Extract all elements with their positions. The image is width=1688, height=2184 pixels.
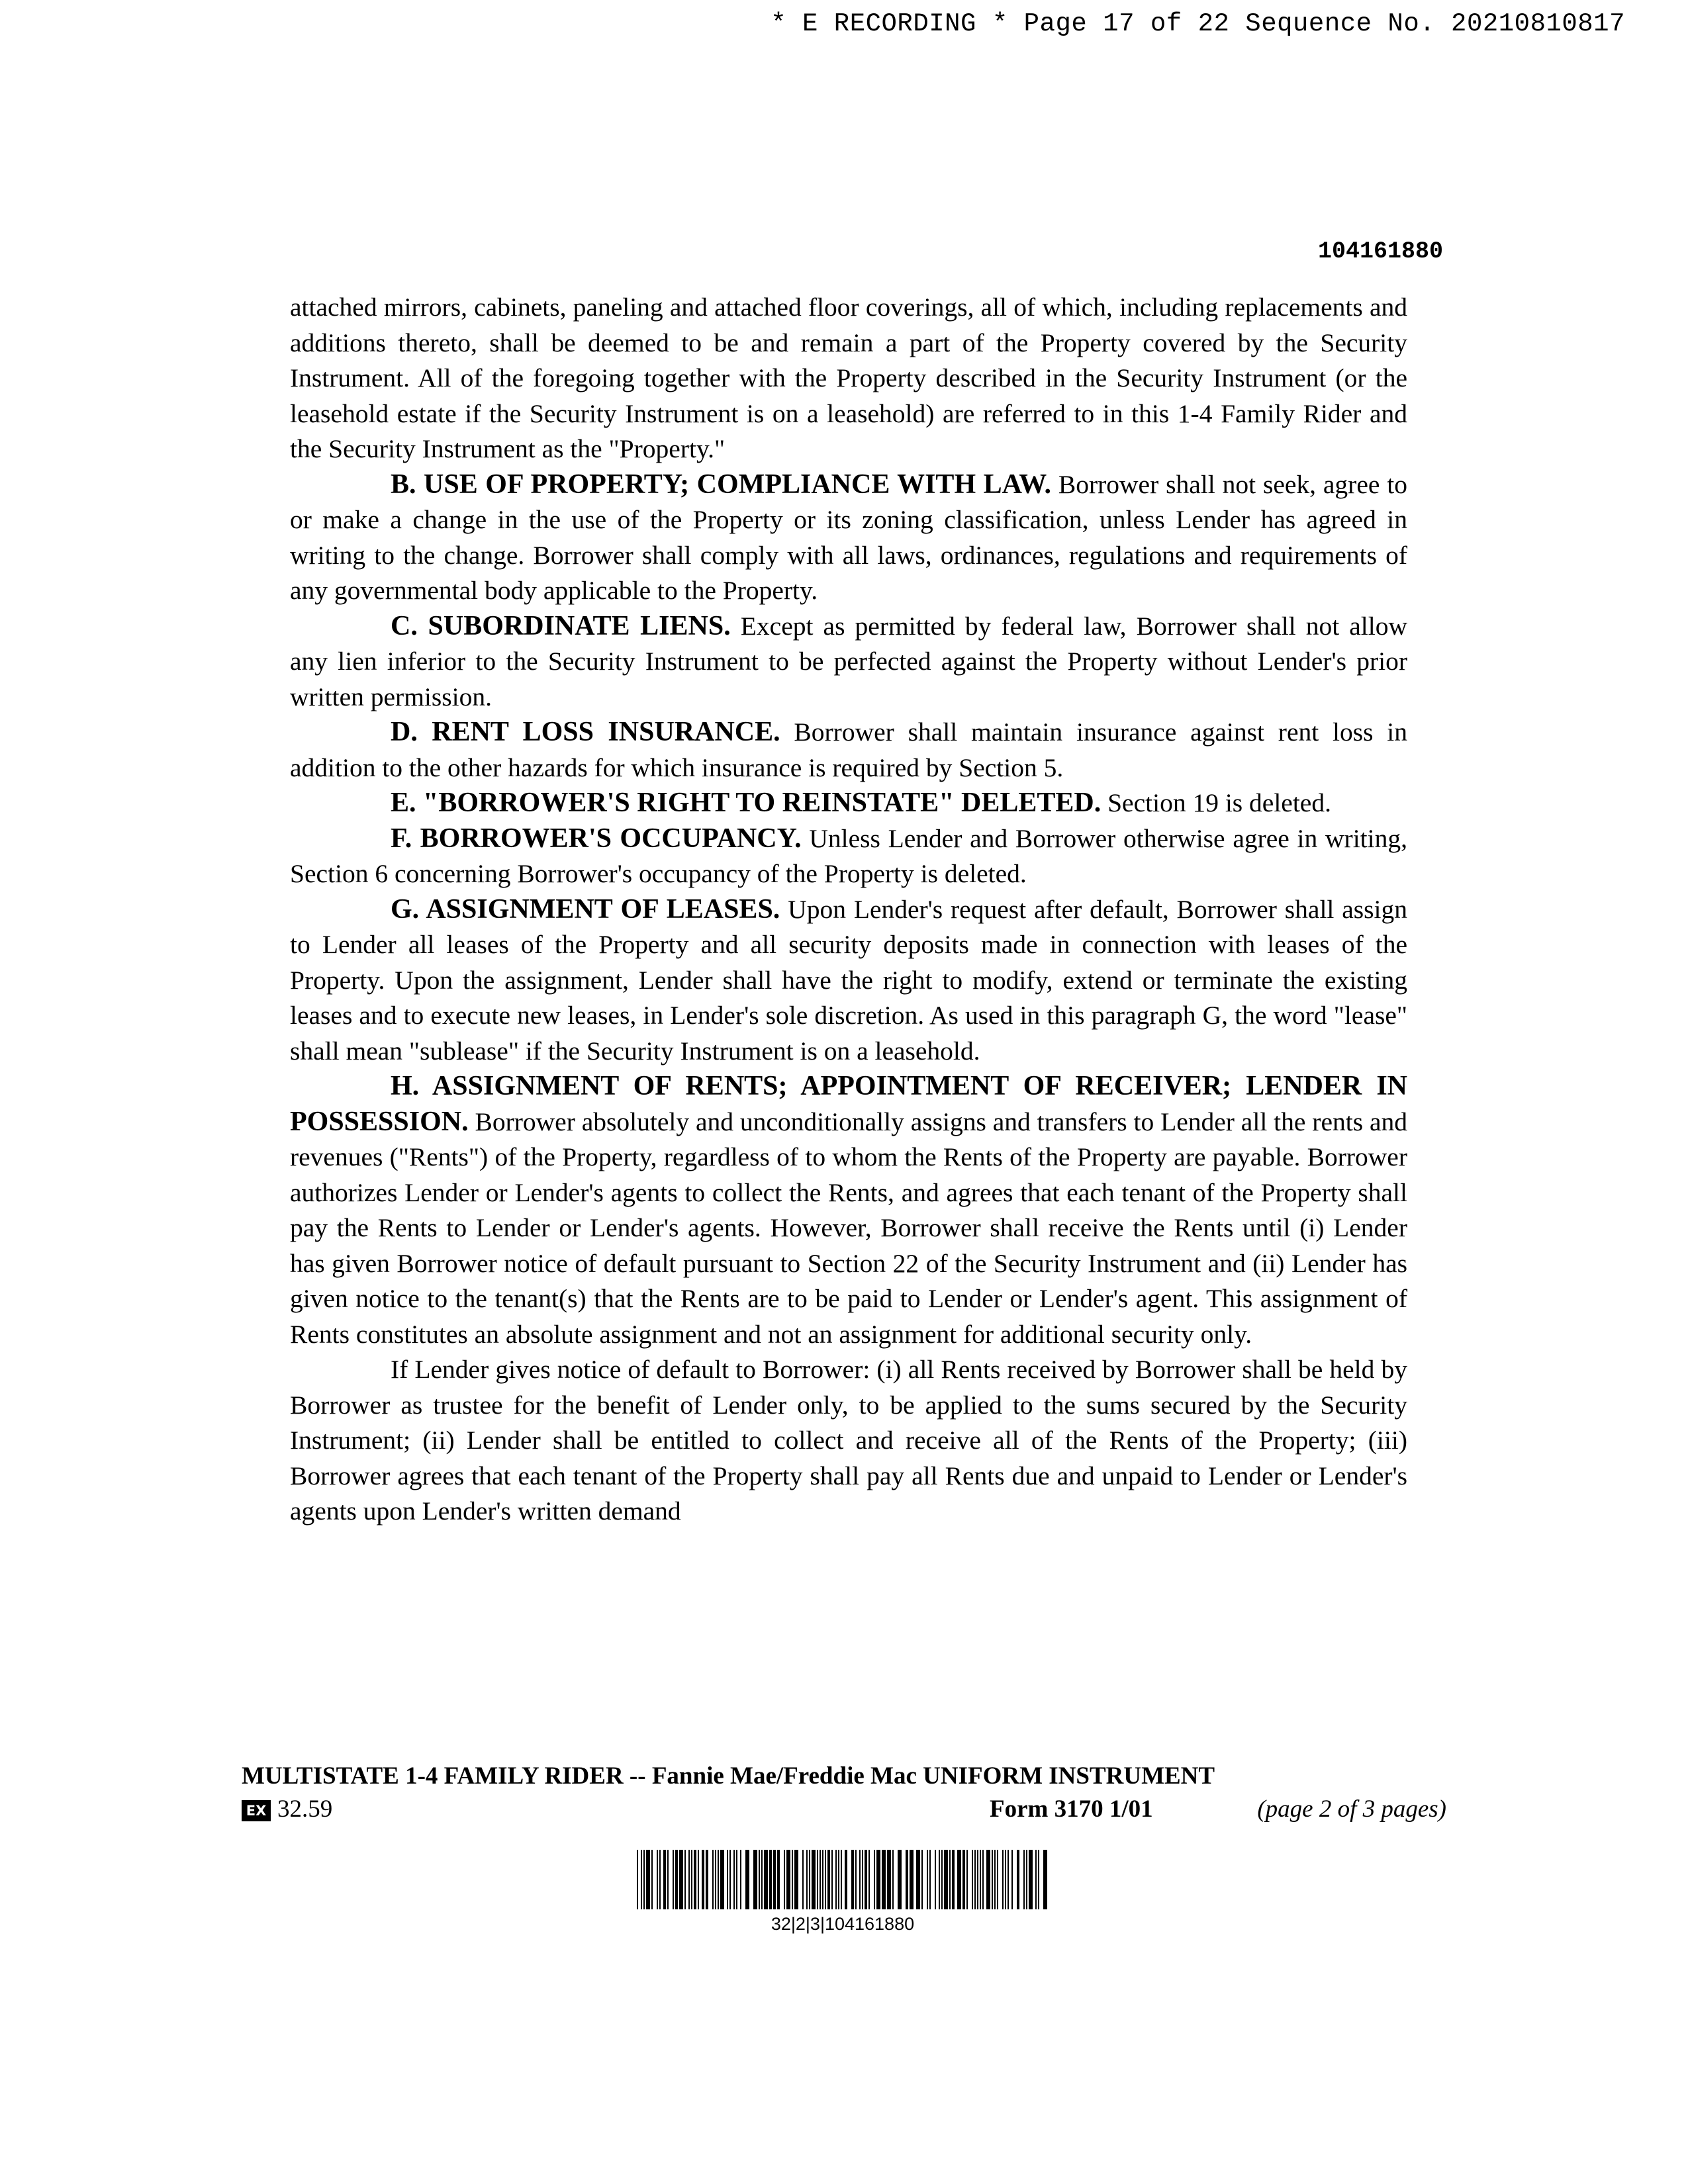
section-e-text: Section 19 is deleted. [1101, 788, 1331, 817]
section-c-text: Except as permitted by federal law, Borrower shall not allow any lien inferior to the Security Instrument to be perfected against the Property without Lender's prior written permission. [290, 611, 1408, 711]
section-f-heading: F. BORROWER'S OCCUPANCY. [391, 823, 802, 854]
page-info: (page 2 of 3 pages) [1257, 1796, 1446, 1823]
footer-title: MULTISTATE 1-4 FAMILY RIDER -- Fannie Mae/Freddie Mac UNIFORM INSTRUMENT [242, 1762, 1215, 1790]
section-d-heading: D. RENT LOSS INSURANCE. [391, 717, 780, 747]
section-c-heading: C. SUBORDINATE LIENS. [391, 610, 731, 641]
section-f [290, 821, 1407, 892]
section-g-text: Upon Lender's request after default, Borrower shall assign to Lender all leases of the Property and all security deposits made in connection with leases of the Property. Upon the assignment, Lender shall have the right to modify, extend or terminate the existing leases and to execute new leases, in Lender's sole discretion. As used in this paragraph G, the word "lease" shall mean "sublease" if the Security Instrument is on a leasehold. [290, 894, 1408, 1066]
section-h-heading: H. ASSIGNMENT OF RENTS; APPOINTMENT OF RECEIVER; LENDER IN POSSESSION. [290, 1071, 1407, 1137]
form-number: Form 3170 1/01 [990, 1796, 1153, 1823]
section-b-heading: B. USE OF PROPERTY; COMPLIANCE WITH LAW. [391, 469, 1051, 500]
barcode-text: 32|2|3|104161880 [771, 1914, 915, 1934]
section-e-heading: E. "BORROWER'S RIGHT TO REINSTATE" DELETED. [391, 788, 1102, 818]
section-c [290, 609, 1407, 715]
section-g-heading: G. ASSIGNMENT OF LEASES. [391, 893, 780, 925]
recording-header: * E RECORDING * Page 17 of 22 Sequence No. 20210810817 [771, 9, 1625, 38]
section-f-text: Unless Lender and Borrower otherwise agree in writing, Section 6 concerning Borrower's occupancy of the Property is deleted. [290, 823, 1407, 888]
loan-number: 104161880 [1317, 238, 1443, 265]
footer-doc-code-row [242, 1795, 332, 1823]
section-b [290, 467, 1407, 609]
section-b-text: Borrower shall not seek, agree to or make a change in the use of the Property or its zoning classification, unless Lender has agreed in writing to the change. Borrower shall comply with all laws, ordinances, regulations and requirements of any governmental body applicable to the Property. [290, 469, 1408, 605]
section-d [290, 715, 1407, 786]
section-d-text: Borrower shall maintain insurance against rent loss in addition to the other hazards for which insurance is required by Section 5. [290, 717, 1407, 782]
paragraph-a-continuation: attached mirrors, cabinets, paneling and attached floor coverings, all of which, including replacements and additions thereto, shall be deemed to be and remain a part of the Property covered by the Security Instrument. All of the foregoing together with the Property described in the Security Instrument (or the leasehold estate if the Security Instrument is on a leasehold) are referred to in this 1-4 Family Rider and the Security Instrument as the "Property." [290, 293, 1407, 463]
ex-logo-icon: EX [242, 1800, 271, 1821]
section-g [290, 892, 1407, 1069]
section-h-paragraph-2: If Lender gives notice of default to Borrower: (i) all Rents received by Borrower shall be held by Borrower as trustee for the benefit of Lender only, to be applied to the sums secured by the Security Instrument; (ii) Lender shall be entitled to collect and receive all of the Rents of the Property; (iii) Borrower agrees that each tenant of the Property shall pay all Rents due and unpaid to Lender or Lender's agents upon Lender's written demand [290, 1355, 1407, 1525]
doc-code: 32.59 [277, 1796, 333, 1823]
section-e [290, 786, 1407, 821]
section-h [290, 1069, 1407, 1352]
barcode-icon [637, 1850, 1049, 1909]
rider-body [290, 290, 1407, 1529]
section-h-text: Borrower absolutely and unconditionally assigns and transfers to Lender all the rents and revenues ("Rents") of the Property, regardless of to whom the Rents of the Property are payable. Borrower authorizes Lender or Lender's agents to collect the Rents, and agrees that each tenant of the Property shall pay the Rents to Lender or Lender's agents. However, Borrower shall receive the Rents until (i) Lender has given Borrower notice of default pursuant to Section 22 of the Security Instrument and (ii) Lender has given notice to the tenant(s) that the Rents are to be paid to Lender or Lender's agent. This assignment of Rents constitutes an absolute assignment and not an assignment for additional security only. [290, 1107, 1407, 1349]
